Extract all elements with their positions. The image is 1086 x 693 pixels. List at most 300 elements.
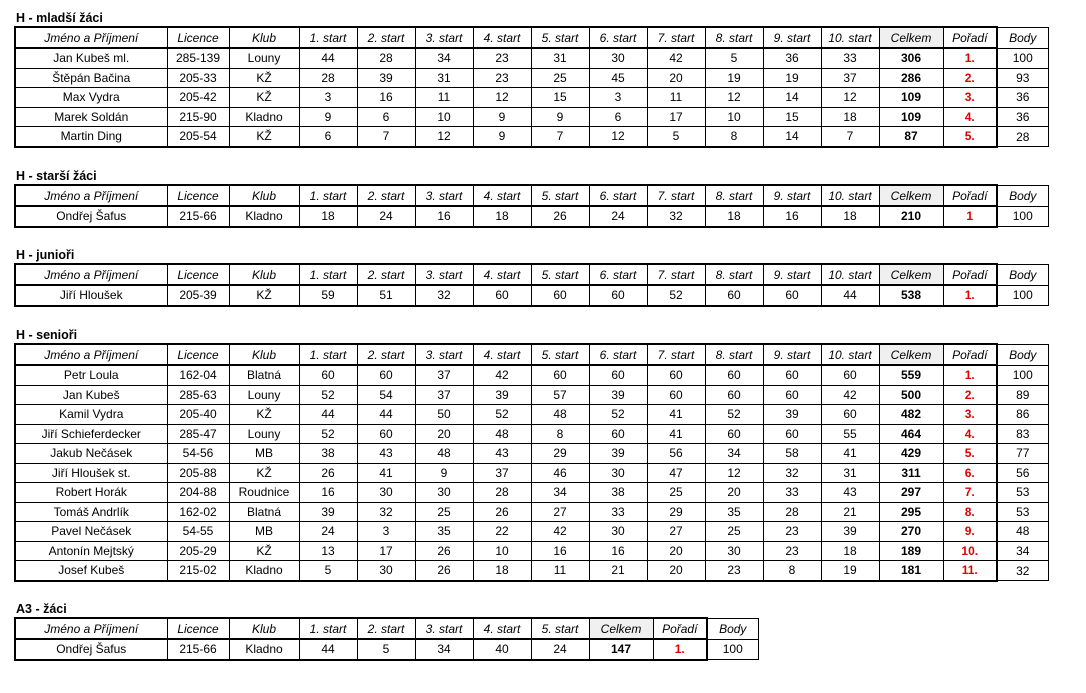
column-header: Celkem bbox=[589, 618, 653, 639]
competitor-name: Josef Kubeš bbox=[15, 561, 167, 581]
competitor-name: Robert Horák bbox=[15, 483, 167, 503]
club-cell: Kladno bbox=[229, 561, 299, 581]
results-table bbox=[14, 263, 1049, 307]
table-row bbox=[15, 48, 1048, 68]
start-score: 9 bbox=[531, 107, 589, 127]
column-header: 7. start bbox=[647, 264, 705, 285]
points-cell: 100 bbox=[997, 365, 1048, 385]
header-row bbox=[15, 27, 1048, 48]
licence-cell: 215-66 bbox=[167, 639, 229, 660]
start-score: 60 bbox=[763, 424, 821, 444]
section-title: H - mladší žáci bbox=[16, 11, 103, 25]
column-header: 5. start bbox=[531, 264, 589, 285]
start-score: 30 bbox=[705, 541, 763, 561]
start-score: 44 bbox=[821, 285, 879, 306]
start-score: 60 bbox=[763, 365, 821, 385]
club-cell: Blatná bbox=[229, 365, 299, 385]
section-title: A3 - žáci bbox=[16, 602, 67, 616]
start-score: 47 bbox=[647, 463, 705, 483]
start-score: 26 bbox=[531, 206, 589, 227]
total-score: 147 bbox=[589, 639, 653, 660]
start-score: 57 bbox=[531, 385, 589, 405]
licence-cell: 205-54 bbox=[167, 127, 229, 147]
start-score: 18 bbox=[821, 541, 879, 561]
rank-cell: 1. bbox=[943, 365, 997, 385]
start-score: 60 bbox=[705, 424, 763, 444]
start-score: 16 bbox=[357, 88, 415, 108]
rank-cell: 5. bbox=[943, 127, 997, 147]
results-section bbox=[14, 247, 1049, 307]
start-score: 43 bbox=[473, 444, 531, 464]
licence-cell: 54-56 bbox=[167, 444, 229, 464]
header-row bbox=[15, 264, 1048, 285]
start-score: 45 bbox=[589, 68, 647, 88]
start-score: 12 bbox=[705, 463, 763, 483]
licence-cell: 215-66 bbox=[167, 206, 229, 227]
start-score: 9 bbox=[473, 127, 531, 147]
start-score: 60 bbox=[647, 385, 705, 405]
start-score: 21 bbox=[589, 561, 647, 581]
start-score: 34 bbox=[415, 48, 473, 68]
start-score: 22 bbox=[473, 522, 531, 542]
club-cell: KŽ bbox=[229, 285, 299, 306]
start-score: 6 bbox=[299, 127, 357, 147]
table-row bbox=[15, 522, 1048, 542]
start-score: 19 bbox=[705, 68, 763, 88]
table-row bbox=[15, 365, 1048, 385]
start-score: 54 bbox=[357, 385, 415, 405]
column-header: Jméno a Příjmení bbox=[15, 264, 167, 285]
table-row bbox=[15, 206, 1048, 227]
column-header: Body bbox=[997, 185, 1048, 206]
column-header: Klub bbox=[229, 618, 299, 639]
start-score: 10 bbox=[705, 107, 763, 127]
column-header: 1. start bbox=[299, 344, 357, 365]
column-header: Licence bbox=[167, 344, 229, 365]
rank-cell: 3. bbox=[943, 405, 997, 425]
start-score: 60 bbox=[647, 365, 705, 385]
licence-cell: 285-139 bbox=[167, 48, 229, 68]
start-score: 30 bbox=[589, 48, 647, 68]
competitor-name: Jiří Schieferdecker bbox=[15, 424, 167, 444]
column-header: 4. start bbox=[473, 27, 531, 48]
table-row bbox=[15, 424, 1048, 444]
total-score: 311 bbox=[879, 463, 943, 483]
start-score: 42 bbox=[473, 365, 531, 385]
rank-cell: 10. bbox=[943, 541, 997, 561]
start-score: 23 bbox=[763, 522, 821, 542]
header-row bbox=[15, 344, 1048, 365]
start-score: 5 bbox=[357, 639, 415, 660]
competitor-name: Marek Soldán bbox=[15, 107, 167, 127]
licence-cell: 205-40 bbox=[167, 405, 229, 425]
competitor-name: Jiří Hloušek st. bbox=[15, 463, 167, 483]
rank-cell: 1. bbox=[653, 639, 707, 660]
start-score: 8 bbox=[763, 561, 821, 581]
table-row bbox=[15, 463, 1048, 483]
total-score: 189 bbox=[879, 541, 943, 561]
column-header: 10. start bbox=[821, 344, 879, 365]
start-score: 20 bbox=[647, 541, 705, 561]
licence-cell: 215-90 bbox=[167, 107, 229, 127]
start-score: 24 bbox=[589, 206, 647, 227]
club-cell: Blatná bbox=[229, 502, 299, 522]
rank-cell: 11. bbox=[943, 561, 997, 581]
column-header: 6. start bbox=[589, 185, 647, 206]
column-header: 4. start bbox=[473, 618, 531, 639]
start-score: 52 bbox=[589, 405, 647, 425]
licence-cell: 215-02 bbox=[167, 561, 229, 581]
licence-cell: 205-39 bbox=[167, 285, 229, 306]
table-row bbox=[15, 405, 1048, 425]
start-score: 37 bbox=[821, 68, 879, 88]
column-header: 2. start bbox=[357, 264, 415, 285]
start-score: 44 bbox=[357, 405, 415, 425]
competitor-name: Antonín Mejtský bbox=[15, 541, 167, 561]
start-score: 17 bbox=[647, 107, 705, 127]
column-header: 1. start bbox=[299, 185, 357, 206]
start-score: 35 bbox=[705, 502, 763, 522]
start-score: 10 bbox=[473, 541, 531, 561]
start-score: 16 bbox=[589, 541, 647, 561]
start-score: 36 bbox=[763, 48, 821, 68]
start-score: 18 bbox=[473, 206, 531, 227]
start-score: 52 bbox=[473, 405, 531, 425]
results-table bbox=[14, 26, 1049, 148]
header-row bbox=[15, 618, 758, 639]
start-score: 39 bbox=[299, 502, 357, 522]
start-score: 38 bbox=[589, 483, 647, 503]
start-score: 28 bbox=[299, 68, 357, 88]
points-cell: 36 bbox=[997, 88, 1048, 108]
start-score: 7 bbox=[821, 127, 879, 147]
column-header: Licence bbox=[167, 185, 229, 206]
total-score: 500 bbox=[879, 385, 943, 405]
start-score: 60 bbox=[589, 365, 647, 385]
column-header: Licence bbox=[167, 264, 229, 285]
start-score: 9 bbox=[415, 463, 473, 483]
start-score: 16 bbox=[763, 206, 821, 227]
start-score: 44 bbox=[299, 639, 357, 660]
column-header: Body bbox=[997, 264, 1048, 285]
start-score: 29 bbox=[647, 502, 705, 522]
start-score: 52 bbox=[647, 285, 705, 306]
points-cell: 36 bbox=[997, 107, 1048, 127]
club-cell: KŽ bbox=[229, 68, 299, 88]
club-cell: KŽ bbox=[229, 405, 299, 425]
column-header: 7. start bbox=[647, 344, 705, 365]
start-score: 35 bbox=[415, 522, 473, 542]
header-row bbox=[15, 185, 1048, 206]
rank-cell: 8. bbox=[943, 502, 997, 522]
column-header: 3. start bbox=[415, 185, 473, 206]
table-row bbox=[15, 285, 1048, 306]
column-header: Celkem bbox=[879, 185, 943, 206]
licence-cell: 205-29 bbox=[167, 541, 229, 561]
rank-cell: 2. bbox=[943, 385, 997, 405]
points-cell: 100 bbox=[997, 206, 1048, 227]
start-score: 34 bbox=[415, 639, 473, 660]
column-header: 4. start bbox=[473, 264, 531, 285]
start-score: 23 bbox=[473, 68, 531, 88]
total-score: 482 bbox=[879, 405, 943, 425]
column-header: Body bbox=[997, 344, 1048, 365]
section-title: H - starší žáci bbox=[16, 169, 97, 183]
column-header: Jméno a Příjmení bbox=[15, 27, 167, 48]
start-score: 43 bbox=[821, 483, 879, 503]
start-score: 38 bbox=[299, 444, 357, 464]
total-score: 270 bbox=[879, 522, 943, 542]
start-score: 56 bbox=[647, 444, 705, 464]
column-header: 5. start bbox=[531, 27, 589, 48]
points-cell: 28 bbox=[997, 127, 1048, 147]
start-score: 28 bbox=[763, 502, 821, 522]
start-score: 43 bbox=[357, 444, 415, 464]
club-cell: Roudnice bbox=[229, 483, 299, 503]
column-header: 3. start bbox=[415, 264, 473, 285]
column-header: 6. start bbox=[589, 27, 647, 48]
rank-cell: 5. bbox=[943, 444, 997, 464]
column-header: Celkem bbox=[879, 264, 943, 285]
licence-cell: 205-33 bbox=[167, 68, 229, 88]
start-score: 33 bbox=[821, 48, 879, 68]
start-score: 39 bbox=[473, 385, 531, 405]
start-score: 51 bbox=[357, 285, 415, 306]
club-cell: Kladno bbox=[229, 107, 299, 127]
start-score: 39 bbox=[821, 522, 879, 542]
total-score: 464 bbox=[879, 424, 943, 444]
club-cell: KŽ bbox=[229, 88, 299, 108]
start-score: 20 bbox=[647, 561, 705, 581]
column-header: Klub bbox=[229, 264, 299, 285]
start-score: 41 bbox=[647, 424, 705, 444]
total-score: 295 bbox=[879, 502, 943, 522]
start-score: 44 bbox=[299, 405, 357, 425]
competitor-name: Martin Ding bbox=[15, 127, 167, 147]
column-header: Celkem bbox=[879, 344, 943, 365]
start-score: 9 bbox=[299, 107, 357, 127]
start-score: 20 bbox=[705, 483, 763, 503]
column-header: Body bbox=[707, 618, 758, 639]
start-score: 18 bbox=[473, 561, 531, 581]
start-score: 26 bbox=[415, 561, 473, 581]
start-score: 34 bbox=[531, 483, 589, 503]
start-score: 16 bbox=[415, 206, 473, 227]
column-header: 10. start bbox=[821, 264, 879, 285]
points-cell: 77 bbox=[997, 444, 1048, 464]
results-section bbox=[14, 327, 1049, 582]
start-score: 24 bbox=[531, 639, 589, 660]
total-score: 286 bbox=[879, 68, 943, 88]
total-score: 429 bbox=[879, 444, 943, 464]
start-score: 18 bbox=[299, 206, 357, 227]
club-cell: KŽ bbox=[229, 463, 299, 483]
start-score: 30 bbox=[589, 522, 647, 542]
column-header: 7. start bbox=[647, 27, 705, 48]
column-header: 8. start bbox=[705, 264, 763, 285]
club-cell: Louny bbox=[229, 385, 299, 405]
table-row bbox=[15, 68, 1048, 88]
points-cell: 53 bbox=[997, 483, 1048, 503]
start-score: 16 bbox=[299, 483, 357, 503]
competitor-name: Kamil Vydra bbox=[15, 405, 167, 425]
total-score: 109 bbox=[879, 88, 943, 108]
column-header: Klub bbox=[229, 185, 299, 206]
start-score: 39 bbox=[357, 68, 415, 88]
competitor-name: Štěpán Bačina bbox=[15, 68, 167, 88]
start-score: 32 bbox=[415, 285, 473, 306]
start-score: 60 bbox=[299, 365, 357, 385]
start-score: 37 bbox=[473, 463, 531, 483]
column-header: 8. start bbox=[705, 344, 763, 365]
start-score: 60 bbox=[705, 365, 763, 385]
column-header: 5. start bbox=[531, 185, 589, 206]
table-row bbox=[15, 127, 1048, 147]
start-score: 15 bbox=[531, 88, 589, 108]
start-score: 31 bbox=[415, 68, 473, 88]
column-header: Jméno a Příjmení bbox=[15, 185, 167, 206]
start-score: 60 bbox=[705, 285, 763, 306]
start-score: 7 bbox=[531, 127, 589, 147]
start-score: 41 bbox=[647, 405, 705, 425]
start-score: 24 bbox=[299, 522, 357, 542]
points-cell: 86 bbox=[997, 405, 1048, 425]
start-score: 32 bbox=[763, 463, 821, 483]
column-header: Pořadí bbox=[943, 27, 997, 48]
column-header: 6. start bbox=[589, 344, 647, 365]
competitor-name: Pavel Nečásek bbox=[15, 522, 167, 542]
points-cell: 48 bbox=[997, 522, 1048, 542]
start-score: 42 bbox=[531, 522, 589, 542]
start-score: 30 bbox=[357, 483, 415, 503]
start-score: 60 bbox=[821, 365, 879, 385]
start-score: 16 bbox=[531, 541, 589, 561]
start-score: 59 bbox=[299, 285, 357, 306]
licence-cell: 205-88 bbox=[167, 463, 229, 483]
total-score: 538 bbox=[879, 285, 943, 306]
start-score: 48 bbox=[473, 424, 531, 444]
table-row bbox=[15, 385, 1048, 405]
column-header: 4. start bbox=[473, 344, 531, 365]
table-row bbox=[15, 107, 1048, 127]
total-score: 306 bbox=[879, 48, 943, 68]
start-score: 23 bbox=[763, 541, 821, 561]
column-header: Jméno a Příjmení bbox=[15, 344, 167, 365]
club-cell: Kladno bbox=[229, 639, 299, 660]
start-score: 6 bbox=[357, 107, 415, 127]
rank-cell: 4. bbox=[943, 424, 997, 444]
start-score: 28 bbox=[473, 483, 531, 503]
column-header: 5. start bbox=[531, 344, 589, 365]
results-table bbox=[14, 343, 1049, 582]
start-score: 60 bbox=[357, 424, 415, 444]
start-score: 18 bbox=[705, 206, 763, 227]
column-header: Pořadí bbox=[943, 185, 997, 206]
start-score: 18 bbox=[821, 206, 879, 227]
start-score: 19 bbox=[763, 68, 821, 88]
start-score: 29 bbox=[531, 444, 589, 464]
column-header: 2. start bbox=[357, 344, 415, 365]
column-header: 10. start bbox=[821, 27, 879, 48]
total-score: 109 bbox=[879, 107, 943, 127]
table-row bbox=[15, 444, 1048, 464]
licence-cell: 285-63 bbox=[167, 385, 229, 405]
competitor-name: Max Vydra bbox=[15, 88, 167, 108]
licence-cell: 204-88 bbox=[167, 483, 229, 503]
column-header: 1. start bbox=[299, 618, 357, 639]
table-row bbox=[15, 561, 1048, 581]
start-score: 60 bbox=[531, 365, 589, 385]
start-score: 14 bbox=[763, 127, 821, 147]
club-cell: Louny bbox=[229, 424, 299, 444]
start-score: 5 bbox=[705, 48, 763, 68]
club-cell: MB bbox=[229, 444, 299, 464]
total-score: 87 bbox=[879, 127, 943, 147]
column-header: 1. start bbox=[299, 264, 357, 285]
start-score: 20 bbox=[415, 424, 473, 444]
column-header: 4. start bbox=[473, 185, 531, 206]
column-header: Body bbox=[997, 27, 1048, 48]
total-score: 181 bbox=[879, 561, 943, 581]
start-score: 60 bbox=[763, 285, 821, 306]
total-score: 297 bbox=[879, 483, 943, 503]
start-score: 41 bbox=[357, 463, 415, 483]
column-header: 9. start bbox=[763, 27, 821, 48]
start-score: 25 bbox=[531, 68, 589, 88]
start-score: 31 bbox=[531, 48, 589, 68]
column-header: 8. start bbox=[705, 27, 763, 48]
results-section bbox=[14, 168, 1049, 228]
column-header: 2. start bbox=[357, 618, 415, 639]
start-score: 60 bbox=[473, 285, 531, 306]
start-score: 26 bbox=[415, 541, 473, 561]
column-header: Jméno a Příjmení bbox=[15, 618, 167, 639]
start-score: 5 bbox=[299, 561, 357, 581]
results-section bbox=[14, 10, 1049, 148]
results-table bbox=[14, 617, 759, 661]
start-score: 27 bbox=[531, 502, 589, 522]
start-score: 8 bbox=[705, 127, 763, 147]
start-score: 8 bbox=[531, 424, 589, 444]
start-score: 37 bbox=[415, 365, 473, 385]
competitor-name: Jan Kubeš ml. bbox=[15, 48, 167, 68]
start-score: 3 bbox=[357, 522, 415, 542]
start-score: 60 bbox=[821, 405, 879, 425]
start-score: 39 bbox=[589, 444, 647, 464]
column-header: Licence bbox=[167, 27, 229, 48]
table-row bbox=[15, 483, 1048, 503]
club-cell: MB bbox=[229, 522, 299, 542]
points-cell: 53 bbox=[997, 502, 1048, 522]
start-score: 27 bbox=[647, 522, 705, 542]
rank-cell: 1. bbox=[943, 285, 997, 306]
competitor-name: Jakub Nečásek bbox=[15, 444, 167, 464]
start-score: 42 bbox=[821, 385, 879, 405]
competitor-name: Ondřej Šafus bbox=[15, 639, 167, 660]
column-header: Licence bbox=[167, 618, 229, 639]
competitor-name: Jiří Hloušek bbox=[15, 285, 167, 306]
start-score: 32 bbox=[357, 502, 415, 522]
start-score: 60 bbox=[589, 424, 647, 444]
start-score: 23 bbox=[705, 561, 763, 581]
start-score: 12 bbox=[705, 88, 763, 108]
rank-cell: 4. bbox=[943, 107, 997, 127]
start-score: 21 bbox=[821, 502, 879, 522]
points-cell: 100 bbox=[997, 285, 1048, 306]
club-cell: KŽ bbox=[229, 127, 299, 147]
start-score: 18 bbox=[821, 107, 879, 127]
competitor-name: Petr Loula bbox=[15, 365, 167, 385]
